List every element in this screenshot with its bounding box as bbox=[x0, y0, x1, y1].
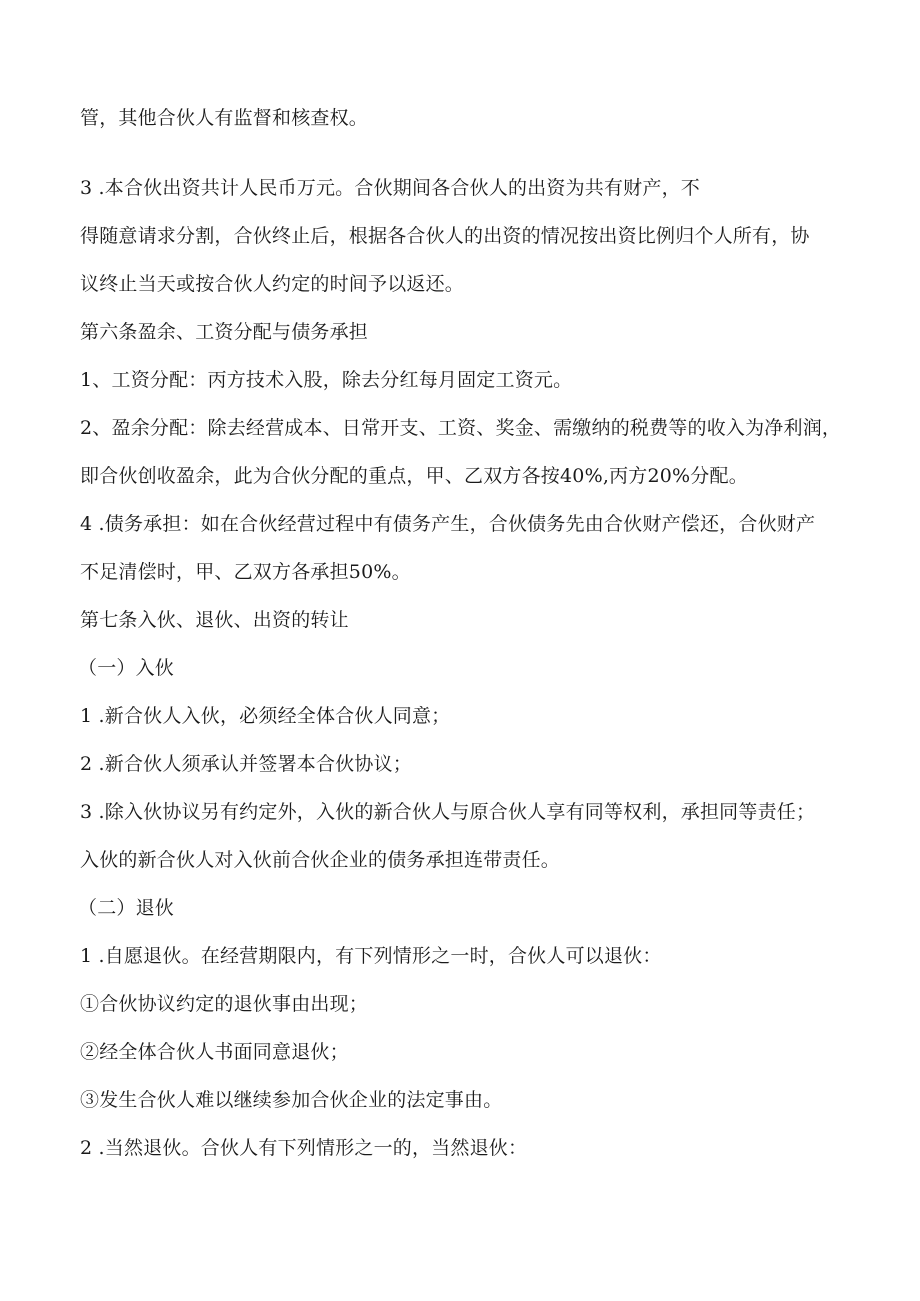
text-line: 1 .自愿退伙。在经营期限内，有下列情形之一时，合伙人可以退伙： bbox=[80, 945, 662, 967]
text-line: 不足清偿时，甲、乙双方各承担50%。 bbox=[80, 561, 411, 583]
section-heading: 第七条入伙、退伙、出资的转让 bbox=[80, 609, 349, 631]
text-line: ①合伙协议约定的退伙事由出现； bbox=[80, 993, 369, 1015]
text-line: 1、工资分配：丙方技术入股，除去分红每月固定工资元。 bbox=[80, 369, 573, 391]
text-line: 议终止当天或按合伙人约定的时间予以返还。 bbox=[80, 273, 465, 295]
text-line: 入伙的新合伙人对入伙前合伙企业的债务承担连带责任。 bbox=[80, 849, 561, 871]
text-line: 2 .当然退伙。合伙人有下列情形之一的，当然退伙： bbox=[80, 1137, 528, 1159]
section-heading: 第六条盈余、工资分配与债务承担 bbox=[80, 321, 369, 343]
subsection-heading: （二）退伙 bbox=[78, 897, 175, 919]
text-line: 3 .本合伙出资共计人民币万元。合伙期间各合伙人的出资为共有财产，不 bbox=[80, 177, 700, 199]
text-line: 2、盈余分配：除去经营成本、日常开支、工资、奖金、需缴纳的税费等的收入为净利润， bbox=[80, 417, 842, 439]
text-line: 即合伙创收盈余，此为合伙分配的重点，甲、乙双方各按40%,丙方20%分配。 bbox=[80, 465, 748, 487]
text-line: 得随意请求分割，合伙终止后，根据各合伙人的出资的情况按出资比例归个人所有，协 bbox=[80, 225, 810, 247]
text-line: 3 .除入伙协议另有约定外，入伙的新合伙人与原合伙人享有同等权利，承担同等责任； bbox=[80, 801, 816, 823]
text-line: ②经全体合伙人书面同意退伙； bbox=[80, 1041, 349, 1063]
text-line: 4 .债务承担：如在合伙经营过程中有债务产生，合伙债务先由合伙财产偿还，合伙财产 bbox=[80, 513, 816, 535]
text-line: 管，其他合伙人有监督和核查权。 bbox=[80, 107, 369, 129]
subsection-heading: （一）入伙 bbox=[78, 657, 175, 679]
text-line: ③发生合伙人难以继续参加合伙企业的法定事由。 bbox=[80, 1089, 503, 1111]
text-line: 2 .新合伙人须承认并签署本合伙协议； bbox=[80, 753, 412, 775]
text-line: 1 .新合伙人入伙，必须经全体合伙人同意； bbox=[80, 705, 451, 727]
